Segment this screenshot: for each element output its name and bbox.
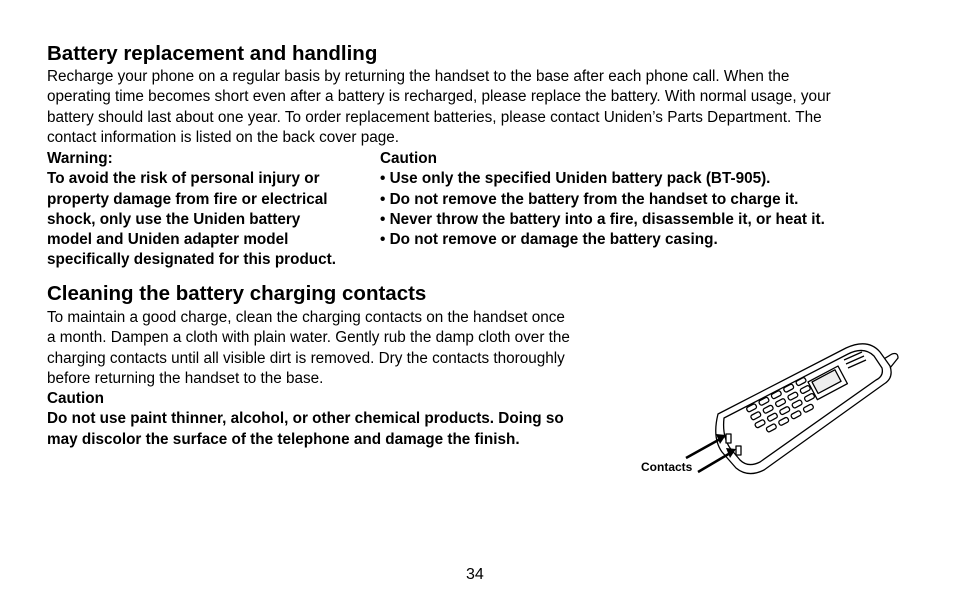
cleaning-paragraph — [47, 308, 570, 450]
caution-heading: Caution — [380, 150, 437, 167]
warning-line: specifically designated for this product. — [47, 251, 336, 269]
cleaning-caution-line: may discolor the surface of the telephone and damage the finish. — [47, 430, 520, 448]
battery-intro-paragraph — [47, 67, 831, 148]
cleaning-line: before returning the handset to the base. — [47, 369, 324, 387]
intro-line: operating time becomes short even after a battery is recharged, please replace the battery. With normal usage, your — [47, 88, 831, 106]
warning-heading: Warning: — [47, 150, 113, 167]
page-number: 34 — [466, 566, 484, 583]
warning-line: To avoid the risk of personal injury or — [47, 170, 320, 188]
warning-line: shock, only use the Uniden battery — [47, 210, 301, 228]
intro-line: battery should last about one year. To order replacement batteries, please contact Uniden’s Parts Department. The — [47, 108, 822, 126]
cleaning-caution-heading: Caution — [47, 390, 104, 408]
caution-item: • Never throw the battery into a fire, disassemble it, or heat it. — [380, 210, 825, 228]
cleaning-line: To maintain a good charge, clean the charging contacts on the handset once — [47, 309, 565, 326]
cleaning-line: a month. Dampen a cloth with plain water. Gently rub the damp cloth over the — [47, 329, 570, 347]
cleaning-line: charging contacts until all visible dirt is removed. Dry the contacts thoroughly — [47, 349, 565, 367]
cleaning-caution-line: Do not use paint thinner, alcohol, or other chemical products. Doing so — [47, 410, 564, 428]
warning-line: property damage from fire or electrical — [47, 190, 328, 208]
section-title-battery-replacement: Battery replacement and handling — [47, 42, 378, 65]
warning-block — [47, 149, 336, 271]
battery-caution-block — [380, 149, 825, 250]
caution-item: • Use only the specified Uniden battery pack (BT-905). — [380, 170, 771, 188]
section-title-cleaning-contacts: Cleaning the battery charging contacts — [47, 282, 427, 305]
caution-item: • Do not remove the battery from the handset to charge it. — [380, 190, 799, 208]
warning-line: model and Uniden adapter model — [47, 231, 289, 249]
intro-line: Recharge your phone on a regular basis by returning the handset to the base after each phone call. When the — [47, 68, 790, 85]
intro-line: contact information is listed on the back cover page. — [47, 128, 400, 146]
caution-item: • Do not remove or damage the battery casing. — [380, 231, 718, 249]
contacts-label: Contacts — [641, 460, 693, 474]
